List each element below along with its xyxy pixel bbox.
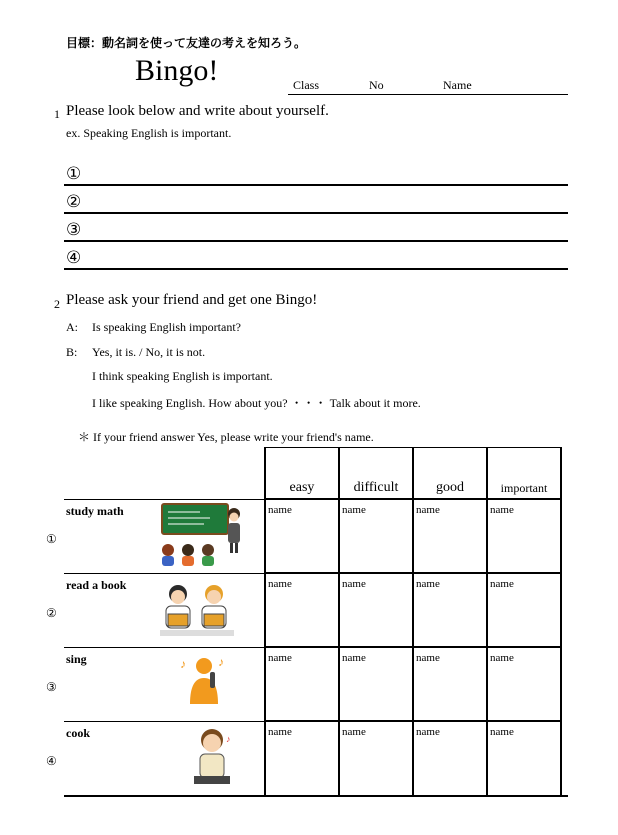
name-cell[interactable]: name bbox=[487, 499, 561, 573]
row-number: ① bbox=[46, 531, 57, 546]
name-cell[interactable]: name bbox=[339, 721, 413, 795]
table-bottom-border bbox=[64, 795, 568, 797]
column-header-good: good bbox=[413, 448, 487, 500]
svg-text:♪: ♪ bbox=[180, 656, 186, 671]
bingo-table bbox=[46, 447, 562, 795]
name-cell[interactable]: name bbox=[413, 647, 487, 721]
write-line-number: ④ bbox=[66, 248, 82, 267]
table-row bbox=[64, 647, 561, 721]
row-label-cell bbox=[46, 721, 265, 795]
table-row bbox=[64, 721, 561, 795]
name-cell[interactable]: name bbox=[265, 647, 339, 721]
class-label: Class bbox=[293, 78, 320, 92]
column-header-easy: easy bbox=[265, 448, 339, 500]
name-cell[interactable]: name bbox=[265, 499, 339, 573]
name-cell[interactable]: name bbox=[339, 573, 413, 647]
row-activity: sing bbox=[66, 651, 87, 666]
write-line-number: ① bbox=[66, 164, 82, 183]
write-line-number: ② bbox=[66, 192, 82, 211]
dialog-line-2: Yes, it is. / No, it is not. bbox=[92, 345, 206, 359]
column-header-important: important bbox=[487, 448, 561, 500]
instruction-note: ＊ If your friend answer Yes, please write your friend's name. bbox=[78, 430, 374, 444]
dialog-speaker-b: B: bbox=[66, 345, 78, 359]
row-number: ③ bbox=[46, 679, 57, 694]
write-line-2[interactable] bbox=[64, 192, 568, 214]
row-number: ④ bbox=[46, 753, 57, 768]
table-row bbox=[64, 573, 561, 647]
name-cell[interactable]: name bbox=[487, 647, 561, 721]
page-title: Bingo! bbox=[135, 54, 219, 87]
name-cell[interactable]: name bbox=[265, 573, 339, 647]
row-activity: cook bbox=[66, 725, 90, 740]
section1-heading: Please look below and write about yourself. bbox=[66, 103, 329, 119]
name-label: Name bbox=[443, 78, 472, 92]
write-line-3[interactable] bbox=[64, 220, 568, 242]
dialog-speaker-a: A: bbox=[66, 320, 78, 334]
section1-number: 1 bbox=[54, 107, 60, 121]
name-cell[interactable]: name bbox=[487, 573, 561, 647]
row-activity: study math bbox=[66, 503, 124, 518]
svg-text:♪: ♪ bbox=[218, 654, 224, 669]
write-line-4[interactable] bbox=[64, 248, 568, 270]
section1-example: ex. Speaking English is important. bbox=[66, 126, 232, 140]
name-cell[interactable]: name bbox=[487, 721, 561, 795]
row-number: ② bbox=[46, 605, 57, 620]
no-label: No bbox=[369, 78, 384, 92]
dialog-line-1: Is speaking English important? bbox=[92, 320, 241, 334]
teacher-blackboard-icon bbox=[160, 502, 250, 568]
name-cell[interactable]: name bbox=[413, 499, 487, 573]
row-activity: read a book bbox=[66, 577, 127, 592]
goal-text: 目標：動名詞を使って友達の考えを知ろう。 bbox=[66, 36, 307, 50]
svg-text:♪: ♪ bbox=[226, 733, 231, 744]
dialog-line-4: I like speaking English. How about you? ・・・ Talk about it more. bbox=[92, 396, 421, 410]
section2-number: 2 bbox=[54, 297, 60, 311]
name-cell[interactable]: name bbox=[413, 573, 487, 647]
name-cell[interactable]: name bbox=[413, 721, 487, 795]
children-reading-icon bbox=[154, 580, 240, 640]
row-label-cell bbox=[46, 499, 265, 573]
column-header-difficult: difficult bbox=[339, 448, 413, 500]
row-label-cell bbox=[46, 647, 265, 721]
section2-heading: Please ask your friend and get one Bingo! bbox=[66, 292, 318, 308]
table-row bbox=[64, 499, 561, 573]
cooking-person-icon bbox=[190, 724, 240, 790]
row-label-cell bbox=[46, 573, 265, 647]
singing-person-icon bbox=[180, 654, 230, 710]
header-underline bbox=[288, 94, 568, 95]
write-line-1[interactable] bbox=[64, 164, 568, 186]
write-line-number: ③ bbox=[66, 220, 82, 239]
name-cell[interactable]: name bbox=[339, 647, 413, 721]
dialog-line-3: I think speaking English is important. bbox=[92, 369, 273, 383]
name-cell[interactable]: name bbox=[339, 499, 413, 573]
header-blank-cell bbox=[64, 448, 265, 500]
table-header-row bbox=[64, 448, 561, 500]
name-cell[interactable]: name bbox=[265, 721, 339, 795]
